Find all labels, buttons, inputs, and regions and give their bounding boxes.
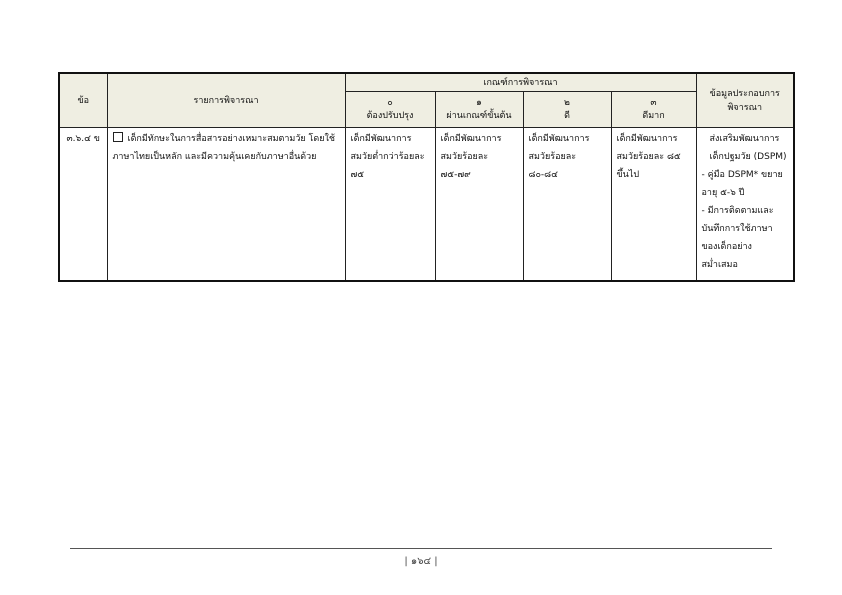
criteria-level-0: เด็กมีพัฒนาการสมวัยต่ำกว่าร้อยละ ๗๕ (345, 127, 435, 281)
criteria-level-1: เด็กมีพัฒนาการสมวัยร้อยละ ๗๕-๗๙ (435, 127, 523, 281)
level-0-label: ต้องปรับปรุง (366, 111, 414, 121)
criteria-level-2: เด็กมีพัฒนาการสมวัยร้อยละ ๘๐-๘๔ (523, 127, 611, 281)
level-0-header (345, 91, 435, 127)
evidence-cell (696, 127, 794, 281)
row-number: ๓.๖.๔ ข (59, 127, 107, 281)
level-2-header (523, 91, 611, 127)
header-criteria: เกณฑ์การพิจารณา (345, 73, 696, 91)
level-3-label: ดีมาก (642, 111, 665, 121)
level-0-number: ๐ (387, 98, 393, 108)
item-cell (107, 127, 345, 281)
item-description: เด็กมีทักษะในการสื่อสารอย่างเหมาะสมตามวัย โดยใช้ภาษาไทยเป็นหลัก และมีความคุ้นเคยกับภาษาอื่นด้วย (112, 133, 335, 162)
header-item: รายการพิจารณา (107, 73, 345, 127)
evidence-line: ส่งเสริมพัฒนาการเด็กปฐมวัย (DSPM) (709, 133, 787, 162)
evidence-bullet-1: - คู่มือ DSPM* ขยายอายุ ๕-๖ ปี (701, 169, 783, 198)
level-2-number: ๒ (564, 98, 570, 108)
level-1-label: ผ่านเกณฑ์ขั้นต้น (446, 111, 512, 121)
level-3-number: ๓ (650, 98, 657, 108)
header-evidence: ข้อมูลประกอบการพิจารณา (696, 73, 794, 127)
table-row (59, 127, 794, 281)
evaluation-table (58, 72, 795, 282)
criteria-level-3: เด็กมีพัฒนาการสมวัยร้อยละ ๘๕ ขึ้นไป (611, 127, 696, 281)
level-1-header (435, 91, 523, 127)
level-2-label: ดี (564, 111, 570, 121)
level-1-number: ๑ (476, 98, 482, 108)
level-3-header (611, 91, 696, 127)
header-no: ข้อ (59, 73, 107, 127)
page-number: | ๑๖๔ | (404, 556, 438, 567)
item-checkbox[interactable] (113, 132, 123, 142)
evidence-bullet-2: - มีการติดตามและบันทึกการใช้ภาษาของเด็กอย่างสม่ำเสมอ (701, 205, 774, 270)
footer-divider (70, 548, 772, 549)
